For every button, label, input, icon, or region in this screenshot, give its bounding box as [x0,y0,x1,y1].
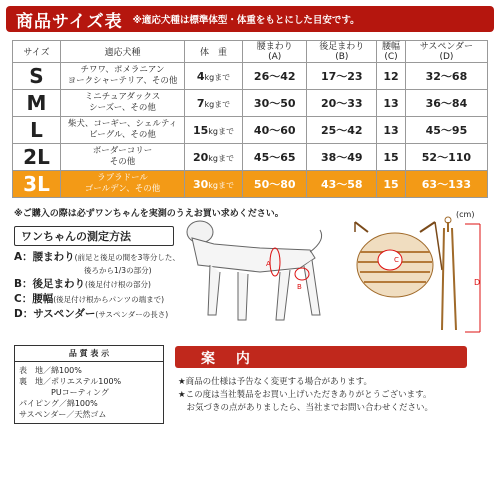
measure-sub-c: (後足付け根からパンツの端まで) [53,295,165,304]
col-header-width: 腰幅 (C) [377,41,406,63]
cell-size: 2L [13,144,61,171]
measure-item-a [14,250,204,265]
cell-waist: 50～80 [243,171,307,198]
cell-size: M [13,90,61,117]
cell-waist: 40～60 [243,117,307,144]
dog-illustration [187,221,322,320]
weight-value: 15 [192,123,209,137]
diagram-label-d: D [474,278,481,287]
quality-title: 品 質 表 示 [15,346,163,362]
table-row [13,171,488,198]
guide-line: ★この度は当社製品をお買い上げいただきありがとうございます。 [178,390,432,400]
title-bar [6,6,494,32]
guide-line: お気づきの点がありましたら、当社までお問い合わせください。 [178,403,434,413]
weight-value: 4 [196,69,205,83]
cell-suspender: 63～133 [405,171,487,198]
diagram-label-c: C [394,256,399,264]
measure-label-c: C：腰幅 [14,293,54,305]
guide-text [178,376,478,415]
cell-size: S [13,63,61,90]
cell-suspender: 52～110 [405,144,487,171]
guide-title: 案 内 [201,351,258,367]
measure-sub-a: (前足と後足の間を3等分した、 [74,253,180,262]
measure-sub-d: (サスペンダーの長さ) [95,310,169,319]
cell-leg: 25～42 [307,117,377,144]
cell-leg: 20～33 [307,90,377,117]
cell-width: 13 [377,117,406,144]
measure-item-c [14,292,204,307]
diagram-label-b: B [297,283,302,291]
col-header-leg: 後足まわり (B) [307,41,377,63]
weight-unit: kgまで [208,153,235,163]
weight-unit: kgまで [204,72,231,82]
quality-body [15,362,163,423]
cell-suspender: 45～95 [405,117,487,144]
guide-bar [175,346,467,368]
quality-line: サスペンダー／天然ゴム [19,410,107,419]
measure-sub-b: (後足付け根の部分) [85,280,151,289]
cell-size: L [13,117,61,144]
measure-title: ワンちゃんの測定方法 [14,226,174,246]
cell-waist: 30～50 [243,90,307,117]
cell-breed: ミニチュアダックス シーズー、その他 [61,90,185,117]
suspender-illustration [442,217,480,332]
quality-line: 裏 地／ポリエステル100% [19,377,122,386]
quality-box [14,345,164,424]
cm-unit-label: (cm) [456,210,475,219]
col-header-suspender: サスペンダー (D) [405,41,487,63]
cell-leg: 38～49 [307,144,377,171]
measure-item-b [14,277,204,292]
cell-breed: 柴犬、コーギー、シェルティ ビーグル、その他 [61,117,185,144]
cell-breed: ラブラドール ゴールデン、その他 [61,171,185,198]
weight-unit: kgまで [208,180,235,190]
page-title: 商品サイズ表 [16,11,123,32]
col-header-weight: 体 重 [185,41,243,63]
guide-line: ★商品の仕様は予告なく変更する場合があります。 [178,377,372,387]
table-row [13,90,488,117]
quality-line: PUコーティング [19,388,109,397]
measure-cont-a: 後ろから1/3の部分) [84,266,152,275]
cell-suspender: 32～68 [405,63,487,90]
cell-leg: 17～23 [307,63,377,90]
col-header-size: サイズ [13,41,61,63]
table-header-row [13,41,488,63]
cell-width: 15 [377,144,406,171]
cell-width: 13 [377,90,406,117]
weight-unit: kgまで [204,99,231,109]
measure-list [14,250,204,322]
cell-weight [185,144,243,171]
col-header-waist: 腰まわり (A) [243,41,307,63]
size-table [12,40,488,198]
measure-label-b: B：後足まわり [14,278,86,290]
measurement-diagram [180,210,490,340]
weight-value: 30 [192,177,209,191]
measure-label-d: D：サスペンダー [14,308,96,320]
cell-breed: ボーダーコリー その他 [61,144,185,171]
quality-line: パイピング／綿100% [19,399,98,408]
cell-leg: 43～58 [307,171,377,198]
measure-label-a: A：腰まわり [14,251,75,263]
measure-item-d [14,307,204,322]
diagram-label-a: A [266,260,271,268]
cell-weight [185,90,243,117]
cell-size: 3L [13,171,61,198]
cell-waist: 45～65 [243,144,307,171]
cell-weight [185,117,243,144]
cell-weight [185,63,243,90]
title-note: ※適応犬種は標準体型・体重をもとにした目安です。 [132,15,360,26]
quality-line: 表 地／綿100% [19,366,82,375]
col-header-breed: 適応犬種 [61,41,185,63]
table-row [13,144,488,171]
cell-waist: 26～42 [243,63,307,90]
cell-width: 15 [377,171,406,198]
table-row [13,63,488,90]
cell-breed: チワワ、ポメラニアン ヨークシャーテリア、その他 [61,63,185,90]
cell-weight [185,171,243,198]
weight-unit: kgまで [208,126,235,136]
weight-value: 20 [192,150,209,164]
weight-value: 7 [196,96,205,110]
purchase-notice: ※ご購入の際は必ずワンちゃんを実測のうえお買い求めください。 [14,209,284,219]
cell-width: 12 [377,63,406,90]
table-row [13,117,488,144]
cell-suspender: 36～84 [405,90,487,117]
